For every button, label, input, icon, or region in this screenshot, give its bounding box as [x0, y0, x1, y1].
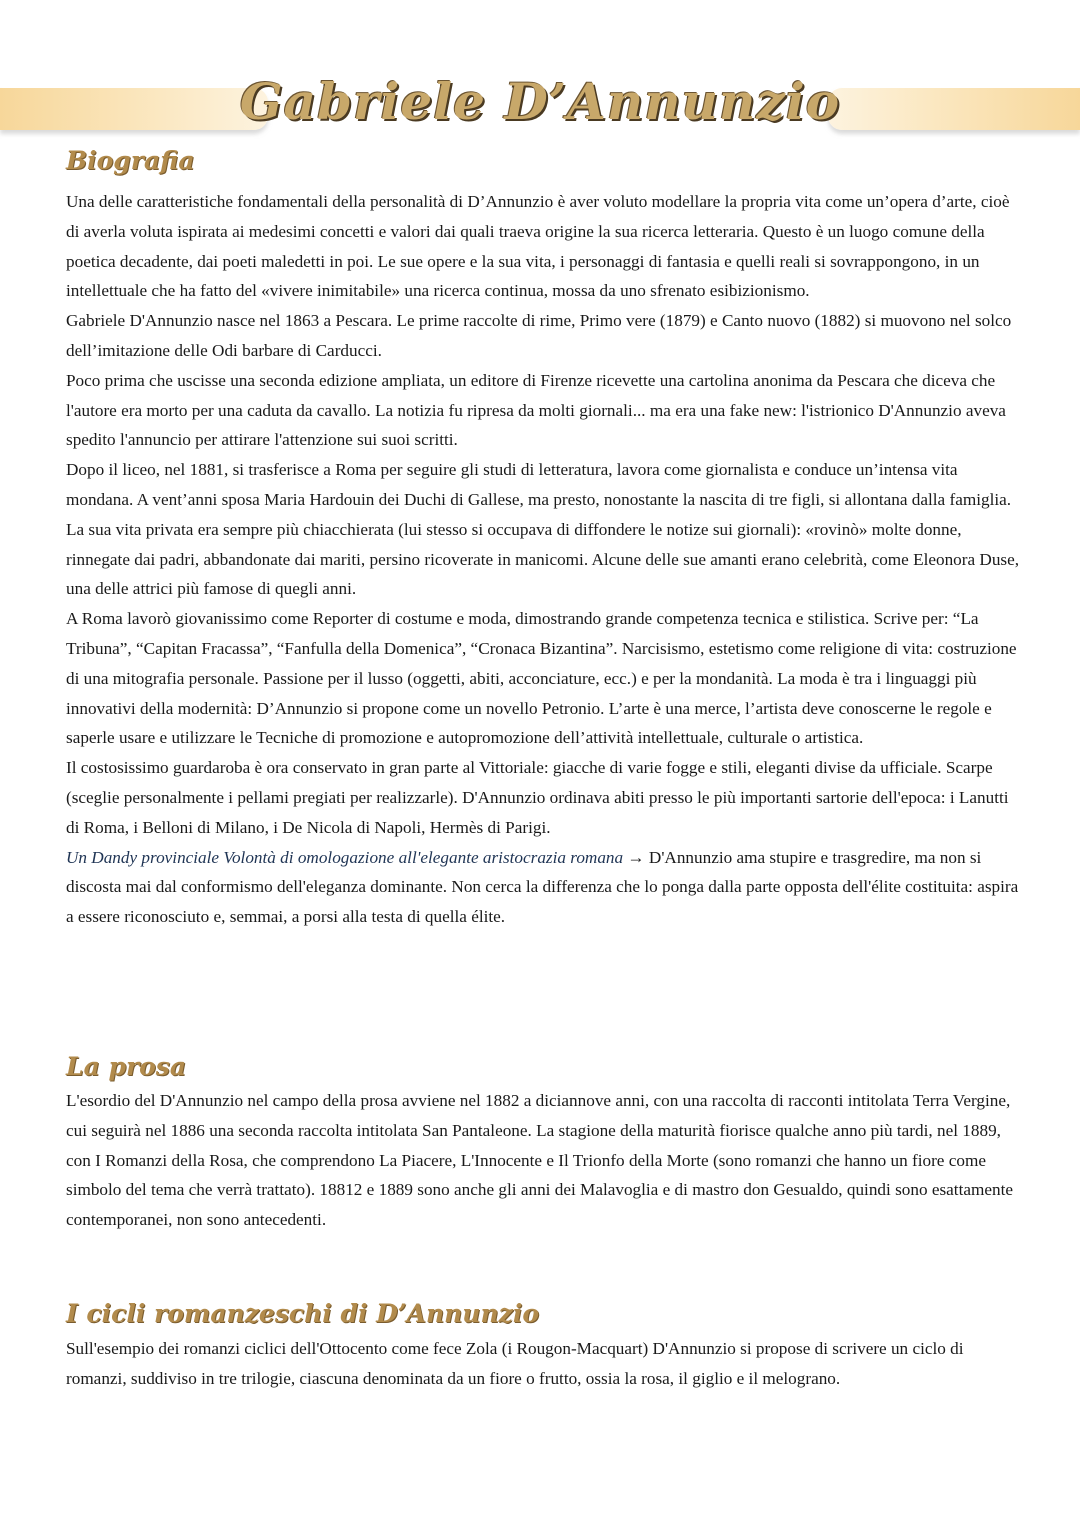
paragraph-dandy — [66, 843, 1026, 932]
paragraph: Sull'esempio dei romanzi ciclici dell'Ottocento come fece Zola (i Rougon-Macquart) D'Annunzio si propose di scrivere un ciclo di romanzi, suddiviso in tre trilogie, ciascuna denominata da un fiore o frutto, ossia la rosa, il giglio e il melograno. — [66, 1339, 964, 1388]
paragraph: A Roma lavorò giovanissimo come Reporter di costume e moda, dimostrando grande competenza tecnica e stilistica. Scrive per: “La Tribuna”, “Capitan Fracassa”, “Fanfulla della Domenica”, “Cronaca Bizantina”. Narcisismo, estetismo come religione di vita: costruzione di una mitografia personale. Passione per il lusso (oggetti, abiti, acconciature, ecc.) e per la mondanità. La moda è tra i linguaggi più innovativi della modernità: D’Annunzio si propone come un novello Petronio. L’arte è una merce, l’artista deve conoscerne le regole e saperle usare e utilizzare le Tecniche di promozione e autopromozione dell’attività intellettuale, culturale o artistica. — [66, 609, 1017, 748]
section-heading-cicli-romanzeschi: I cicli romanzeschi di D’Annunzio — [66, 1299, 540, 1328]
section-heading-la-prosa: La prosa — [66, 1052, 187, 1081]
paragraph: Una delle caratteristiche fondamentali della personalità di D’Annunzio è aver voluto modellare la propria vita come un’opera d’arte, cioè di averla voluta ispirata ai medesimi concetti e valori dai quali traeva origine la sua ricerca letteraria. Questo è un luogo comune della poetica decadente, dai poeti maledetti in poi. Le sue opere e la sua vita, i personaggi di fantasia e quelli reali si sovrappongono, in un intellettuale che ha fatto del «vivere inimitabile» una ricerca continua, mossa da uno sfrenato esibizionismo. — [66, 192, 1010, 301]
paragraph: Poco prima che uscisse una seconda edizione ampliata, un editore di Firenze ricevette una cartolina anonima da Pescara che diceva che l'autore era morto per una caduta da cavallo. La notizia fu ripresa da molti giornali... ma era una fake new: l'istrionico D'Annunzio aveva spedito l'annuncio per attirare l'attenzione sui suoi scritti. — [66, 370, 1006, 450]
section-heading-biografia: Biografia — [66, 146, 195, 175]
paragraph: Gabriele D'Annunzio nasce nel 1863 a Pescara. Le prime raccolte di rime, Primo vere (1879) e Canto nuovo (1882) si muovono nel solco dell’imitazione delle Odi barbare di Carducci. — [66, 311, 1012, 360]
paragraph-continuation: → D'Annunzio ama stupire e trasgredire, ma non si discosta mai dal conformismo dell'eleganza dominante. Non cerca la differenza che lo ponga dalla parte opposta dell'élite costituita: aspira a essere riconosciuto e, semmai, a porsi alla testa di quella élite. — [66, 847, 1019, 927]
paragraph: Dopo il liceo, nel 1881, si trasferisce a Roma per seguire gli studi di letteratura, lavora come giornalista e conduce un’intensa vita mondana. A vent’anni sposa Maria Hardouin dei Duchi di Gallese, ma presto, nonostante la nascita di tre figli, si allontana dalla famiglia. — [66, 460, 1012, 509]
section-body-biografia — [66, 187, 1026, 932]
paragraph: La sua vita privata era sempre più chiacchierata (lui stesso si occupava di diffondere le notize sui giornali): «rovinò» molte donne, rinnegate dai padri, abbandonate dai mariti, persino ricoverate in manicomi. Alcune delle sue amanti erano celebrità, come Eleonora Duse, una delle attrici più famose di quegli anni. — [66, 519, 1020, 599]
section-body-la-prosa — [66, 1086, 1026, 1235]
italic-lead: Un Dandy provinciale Volontà di omologazione all'elegante aristocrazia romana — [66, 847, 624, 867]
paragraph: L'esordio del D'Annunzio nel campo della prosa avviene nel 1882 a diciannove anni, con una raccolta di racconti intitolata Terra Vergine, cui seguirà nel 1886 una seconda raccolta intitolata San Pantaleone. La stagione della maturità fiorisce qualche anno più tardi, nel 1889, con I Romanzi della Rosa, che comprendono La Piacere, L'Innocente e Il Trionfo della Morte (sono romanzi che hanno un fiore come simbolo del tema che verrà trattato). 18812 e 1889 sono anche gli anni dei Malavoglia e di mastro don Gesualdo, quindi sono esattamente contemporanei, non sono antecedenti. — [66, 1091, 1013, 1230]
section-body-cicli-romanzeschi — [66, 1334, 1026, 1394]
paragraph: Il costosissimo guardaroba è ora conservato in gran parte al Vittoriale: giacche di varie fogge e stili, eleganti divise da ufficiale. Scarpe (sceglie personalmente i pellami pregiati per realizzarle). D'Annunzio ordinava abiti presso le più importanti sartorie dell'epoca: i Lanutti di Roma, i Belloni di Milano, i De Nicola di Napoli, Hermès di Parigi. — [66, 758, 1009, 837]
page-title: Gabriele D’Annunzio — [239, 72, 841, 131]
